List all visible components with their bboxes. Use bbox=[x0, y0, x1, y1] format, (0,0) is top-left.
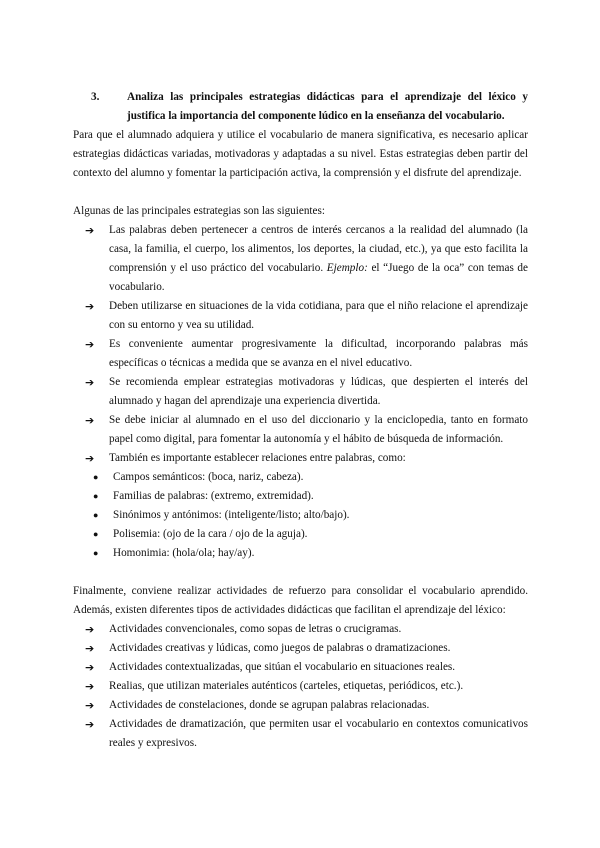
activity-item: ➔ Actividades contextualizadas, que sitúan el vocabulario en situaciones reales. bbox=[73, 658, 528, 677]
bullet-icon: ● bbox=[93, 529, 99, 539]
relation-item: ● Sinónimos y antónimos: (inteligente/listo; alto/bajo). bbox=[73, 506, 528, 525]
strategy-text: Las palabras deben pertenecer a centros de interés cercanos a la realidad del alumnado (la casa, la familia, el cuerpo, los alimentos, los deportes, la ciudad, etc.), ya que esto facilita la comprensión y el uso práctico del vocabulario. bbox=[109, 224, 528, 274]
strategy-text: Se debe iniciar al alumnado en el uso del diccionario y la enciclopedia, tanto en formato papel como digital, para fomentar la autonomía y el hábito de búsqueda de información. bbox=[109, 414, 528, 445]
arrow-icon: ➔ bbox=[85, 718, 95, 731]
document-page bbox=[73, 88, 528, 753]
arrow-icon: ➔ bbox=[85, 661, 95, 674]
question-title: Analiza las principales estrategias didácticas para el aprendizaje del léxico y justifica la importancia del componente lúdico en la enseñanza del vocabulario. bbox=[127, 91, 528, 122]
relation-item: ● Homonimia: (hola/ola; hay/ay). bbox=[73, 544, 528, 563]
strategy-text: Se recomienda emplear estrategias motivadoras y lúdicas, que despierten el interés del alumnado y hagan del aprendizaje una experiencia divertida. bbox=[109, 376, 528, 407]
bullet-icon: ● bbox=[93, 472, 99, 482]
activity-item: ➔ Realias, que utilizan materiales auténticos (carteles, etiquetas, periódicos, etc.). bbox=[73, 677, 528, 696]
strategy-example-label: Ejemplo: bbox=[326, 262, 368, 274]
arrow-icon: ➔ bbox=[85, 414, 95, 427]
strategy-text: Deben utilizarse en situaciones de la vida cotidiana, para que el niño relacione el aprendizaje con su entorno y vea su utilidad. bbox=[109, 300, 528, 331]
relation-item: ● Polisemia: (ojo de la cara / ojo de la aguja). bbox=[73, 525, 528, 544]
strategy-item bbox=[73, 221, 528, 297]
arrow-icon: ➔ bbox=[85, 300, 95, 313]
intro-paragraph: Para que el alumnado adquiera y utilice el vocabulario de manera significativa, es necesario aplicar estrategias didácticas variadas, motivadoras y adaptadas a su nivel. Estas estrategias deben partir del contexto del alumno y fomentar la participación activa, la comprensión y el disfrute del aprendizaje. bbox=[73, 129, 528, 179]
strategy-item bbox=[73, 411, 528, 449]
strategy-example-text: el “Juego de la oca” con temas de vocabulario. bbox=[109, 262, 528, 293]
conclusion-paragraph: Finalmente, conviene realizar actividades de refuerzo para consolidar el vocabulario aprendido. Además, existen diferentes tipos de actividades didácticas que facilitan el aprendizaje del léxico: bbox=[73, 585, 528, 616]
arrow-icon: ➔ bbox=[85, 623, 95, 636]
relations-list bbox=[73, 468, 528, 563]
arrow-icon: ➔ bbox=[85, 224, 95, 237]
activity-item: ➔ Actividades de dramatización, que permiten usar el vocabulario en contextos comunicativos reales y expresivos. bbox=[73, 715, 528, 753]
strategy-item bbox=[73, 297, 528, 335]
arrow-icon: ➔ bbox=[85, 699, 95, 712]
bullet-icon: ● bbox=[93, 548, 99, 558]
arrow-icon: ➔ bbox=[85, 680, 95, 693]
strategy-item bbox=[73, 449, 528, 468]
strategies-list bbox=[73, 221, 528, 468]
arrow-icon: ➔ bbox=[85, 642, 95, 655]
relation-item: ● Campos semánticos: (boca, nariz, cabeza). bbox=[73, 468, 528, 487]
strategies-intro: Algunas de las principales estrategias son las siguientes: bbox=[73, 205, 325, 217]
arrow-icon: ➔ bbox=[85, 452, 95, 465]
activity-item: ➔ Actividades de constelaciones, donde se agrupan palabras relacionadas. bbox=[73, 696, 528, 715]
strategy-text: Es conveniente aumentar progresivamente la dificultad, incorporando palabras más específicas o técnicas a medida que se avanza en el nivel educativo. bbox=[109, 338, 528, 369]
arrow-icon: ➔ bbox=[85, 338, 95, 351]
bullet-icon: ● bbox=[93, 510, 99, 520]
arrow-icon: ➔ bbox=[85, 376, 95, 389]
bullet-icon: ● bbox=[93, 491, 99, 501]
strategy-item bbox=[73, 335, 528, 373]
question-heading bbox=[73, 88, 528, 126]
strategy-text: También es importante establecer relaciones entre palabras, como: bbox=[109, 452, 406, 464]
activities-list bbox=[73, 620, 528, 753]
strategy-item bbox=[73, 373, 528, 411]
relation-item: ● Familias de palabras: (extremo, extremidad). bbox=[73, 487, 528, 506]
activity-item: ➔ Actividades creativas y lúdicas, como juegos de palabras o dramatizaciones. bbox=[73, 639, 528, 658]
activity-item: ➔ Actividades convencionales, como sopas de letras o crucigramas. bbox=[73, 620, 528, 639]
question-number: 3. bbox=[91, 91, 100, 103]
